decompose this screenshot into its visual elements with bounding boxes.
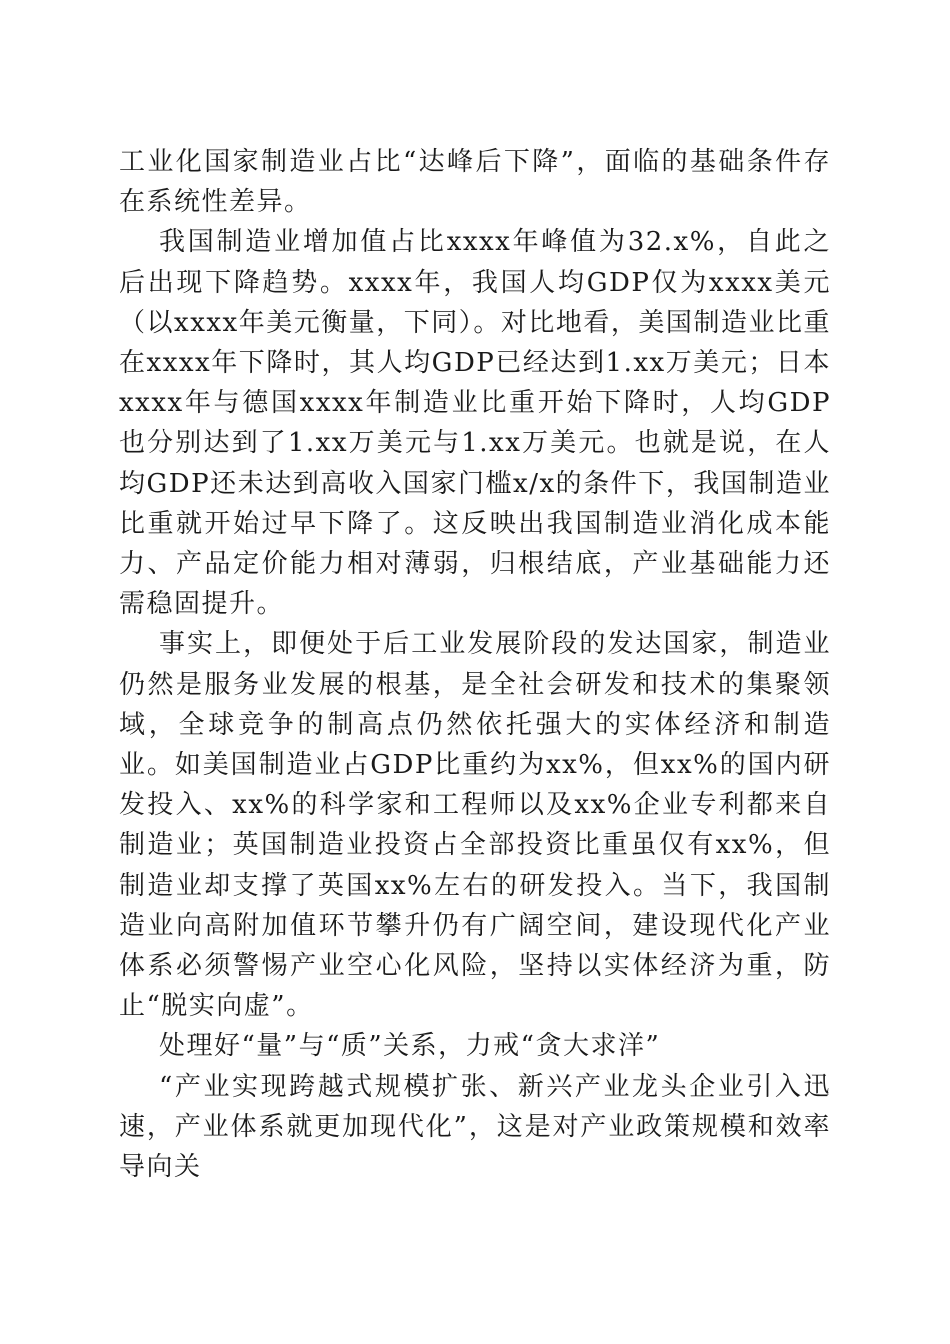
paragraph-quantity-quality: “产业实现跨越式规模扩张、新兴产业龙头企业引入迅速，产业体系就更加现代化”，这是对产业政策规模和效率导向关: [119, 1071, 831, 1183]
document-body: [119, 142, 831, 1187]
paragraph-developed-countries: 事实上，即便处于后工业发展阶段的发达国家，制造业仍然是服务业发展的根基，是全社会研发和技术的集聚领域，全球竞争的制高点仍然依托强大的实体经济和制造业。如美国制造业占GDP比重约为xx%，但xx%的国内研发投入、xx%的科学家和工程师以及xx%企业专利都来自制造业；英国制造业投资占全部投资比重虽仅有xx%，但制造业却支撑了英国xx%左右的研发投入。当下，我国制造业向高附加值环节攀升仍有广阔空间，建设现代化产业体系必须警惕产业空心化风险，坚持以实体经济为重，防止“脱实向虚”。: [119, 629, 831, 1022]
paragraph-manufacturing-share: 我国制造业增加值占比xxxx年峰值为32.x%，自此之后出现下降趋势。xxxx年，我国人均GDP仅为xxxx美元（以xxxx年美元衡量，下同）。对比地看，美国制造业比重在xxxx年下降时，其人均GDP已经达到1.xx万美元；日本xxxx年与德国xxxx年制造业比重开始下降时，人均GDP也分别达到了1.xx万美元与1.xx万美元。也就是说，在人均GDP还未达到高收入国家门槛x/x的条件下，我国制造业比重就开始过早下降了。这反映出我国制造业消化成本能力、产品定价能力相对薄弱，归根结底，产业基础能力还需稳固提升。: [119, 227, 831, 620]
section-heading: 处理好“量”与“质”关系，力戒“贪大求洋”: [159, 1031, 661, 1062]
paragraph-intro-continuation: 工业化国家制造业占比“达峰后下降”，面临的基础条件存在系统性差异。: [119, 147, 831, 218]
